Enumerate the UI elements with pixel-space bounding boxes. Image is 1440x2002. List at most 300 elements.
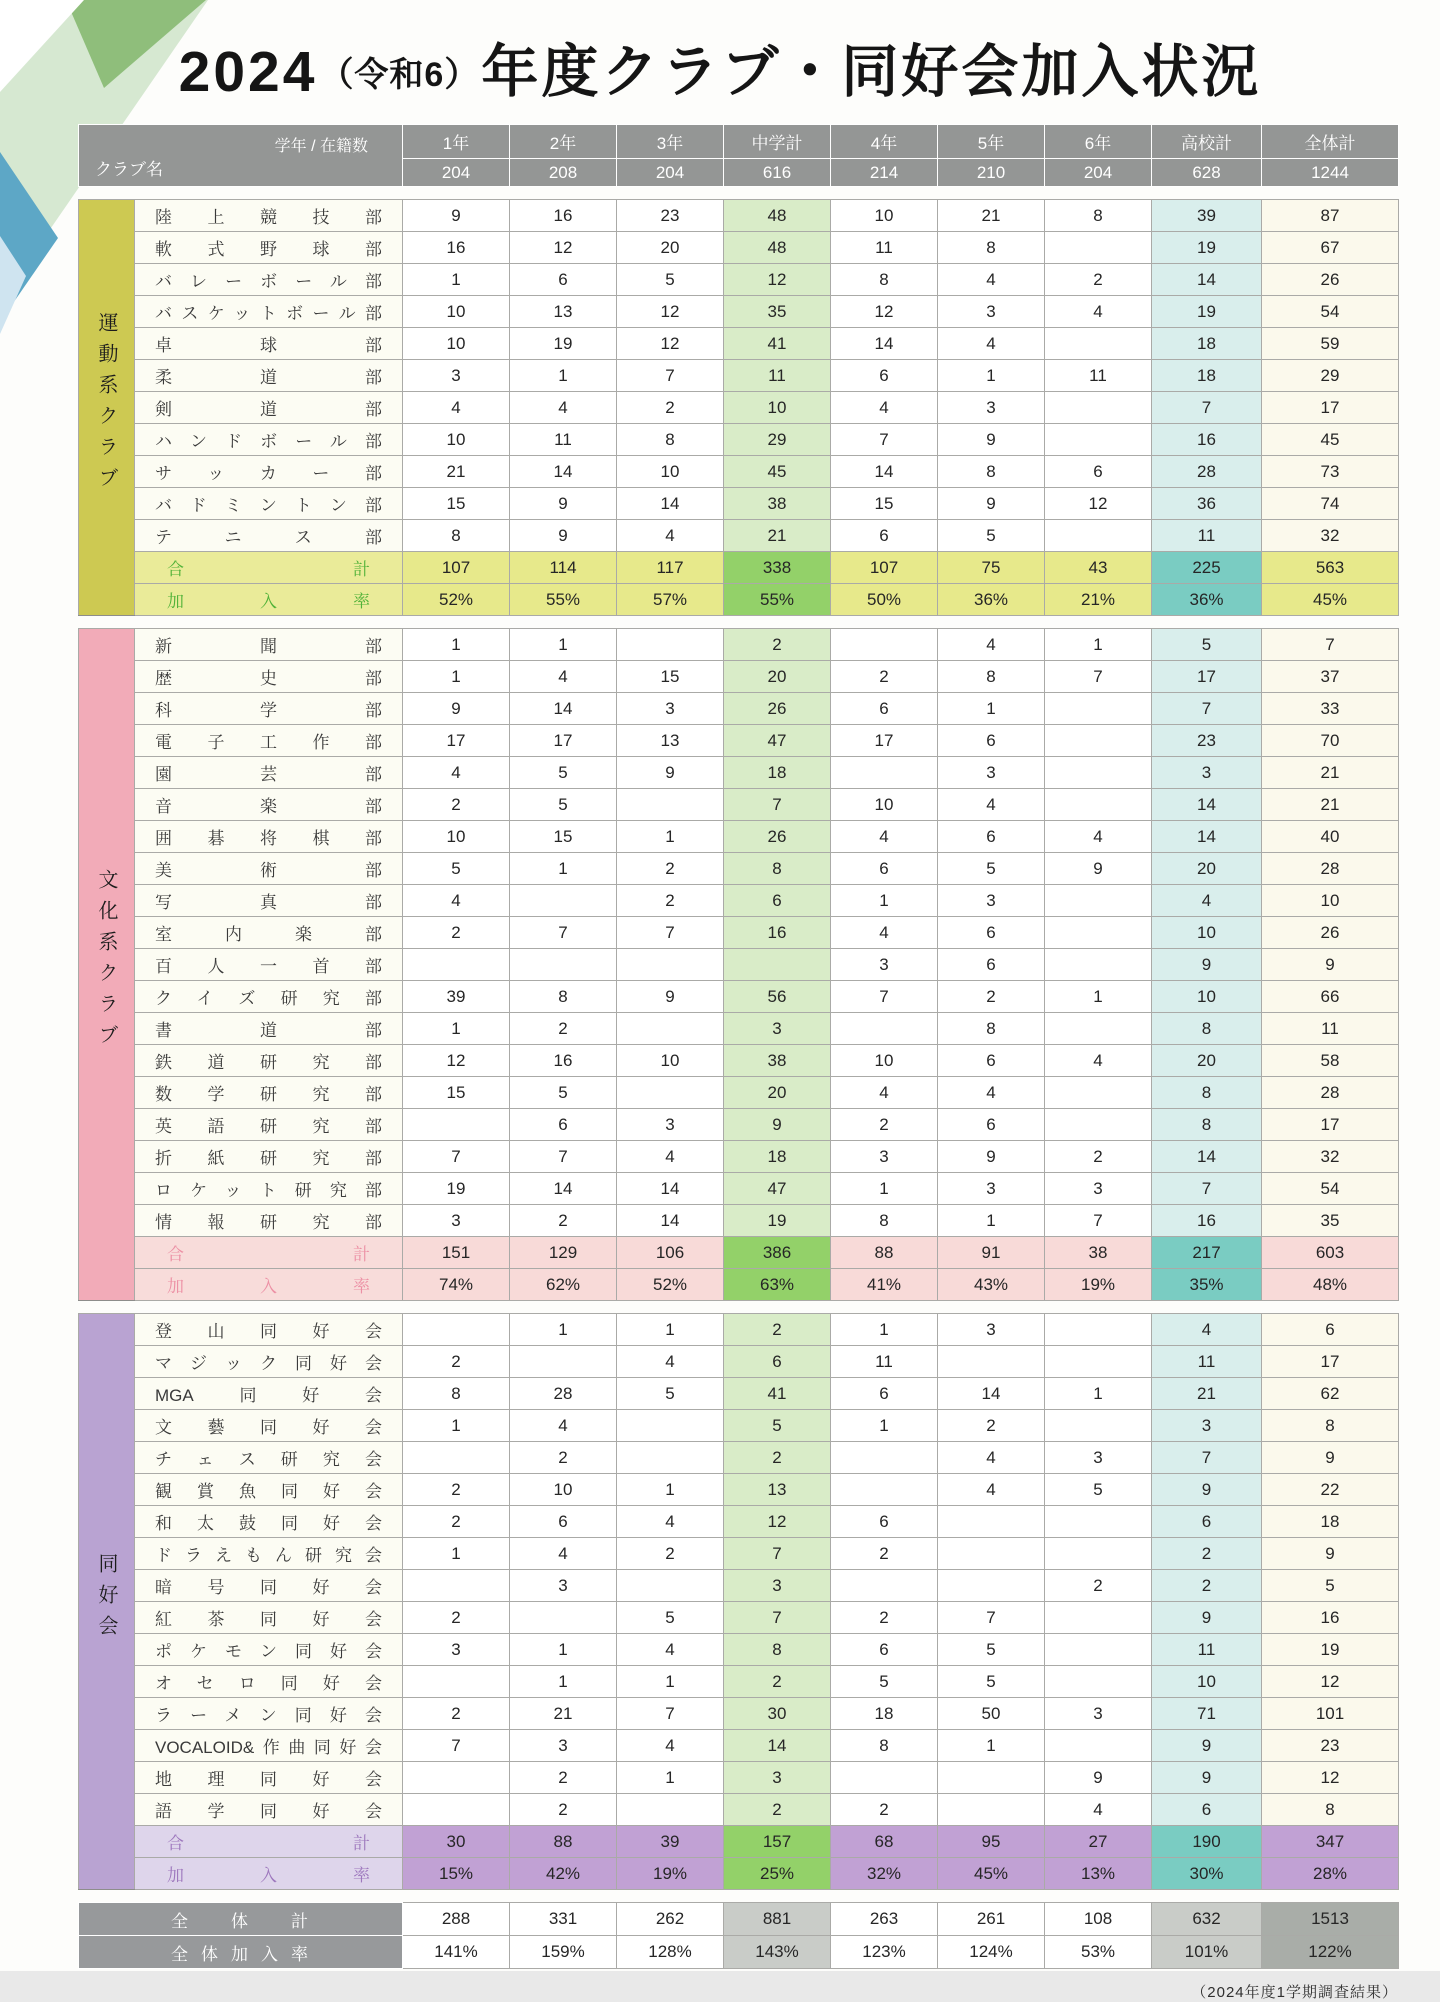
value-cell: 3 bbox=[938, 296, 1045, 328]
value-cell: 2 bbox=[724, 1666, 831, 1698]
value-cell: 1 bbox=[403, 1410, 510, 1442]
value-cell: 2 bbox=[1045, 264, 1152, 296]
value-cell: 14 bbox=[617, 1205, 724, 1237]
value-cell bbox=[1045, 1346, 1152, 1378]
value-cell: 16 bbox=[510, 200, 617, 232]
section-label: 文化系クラブ bbox=[95, 869, 117, 1055]
value-cell: 6 bbox=[831, 1506, 938, 1538]
value-cell: 19 bbox=[724, 1205, 831, 1237]
value-cell: 11 bbox=[724, 360, 831, 392]
value-cell: 38 bbox=[724, 488, 831, 520]
total-cell: 347 bbox=[1262, 1826, 1399, 1858]
header-row bbox=[79, 125, 1399, 159]
table-row bbox=[79, 693, 1399, 725]
overall-total-cell: 263 bbox=[831, 1903, 938, 1936]
club-name-cell: ポケモン同好会 bbox=[135, 1634, 403, 1666]
value-cell: 11 bbox=[1262, 1013, 1399, 1045]
value-cell: 20 bbox=[617, 232, 724, 264]
value-cell: 16 bbox=[1152, 424, 1262, 456]
value-cell: 8 bbox=[938, 232, 1045, 264]
total-cell: 107 bbox=[403, 552, 510, 584]
overall-total-cell: 881 bbox=[724, 1903, 831, 1936]
value-cell: 4 bbox=[938, 328, 1045, 360]
value-cell bbox=[1045, 1109, 1152, 1141]
value-cell: 9 bbox=[510, 520, 617, 552]
value-cell: 2 bbox=[510, 1794, 617, 1826]
club-name-cell: ラーメン同好会 bbox=[135, 1698, 403, 1730]
total-cell: 91 bbox=[938, 1237, 1045, 1269]
value-cell bbox=[1045, 789, 1152, 821]
value-cell: 1 bbox=[617, 821, 724, 853]
table-row bbox=[79, 1173, 1399, 1205]
club-name-cell: バレーボール部 bbox=[135, 264, 403, 296]
value-cell bbox=[1045, 725, 1152, 757]
value-cell: 29 bbox=[724, 424, 831, 456]
value-cell: 11 bbox=[1152, 1634, 1262, 1666]
table-row bbox=[79, 392, 1399, 424]
value-cell: 5 bbox=[938, 1634, 1045, 1666]
value-cell: 7 bbox=[510, 1141, 617, 1173]
club-name-cell: 園芸部 bbox=[135, 757, 403, 789]
value-cell: 21 bbox=[938, 200, 1045, 232]
club-name-cell: バスケットボール部 bbox=[135, 296, 403, 328]
rate-cell: 28% bbox=[1262, 1858, 1399, 1890]
value-cell: 14 bbox=[1152, 789, 1262, 821]
value-cell: 1 bbox=[617, 1762, 724, 1794]
value-cell: 19 bbox=[510, 328, 617, 360]
overall-total-cell: 632 bbox=[1152, 1903, 1262, 1936]
value-cell bbox=[1045, 1666, 1152, 1698]
value-cell bbox=[831, 629, 938, 661]
value-cell: 2 bbox=[403, 1698, 510, 1730]
rate-cell: 25% bbox=[724, 1858, 831, 1890]
value-cell: 21 bbox=[1152, 1378, 1262, 1410]
value-cell: 18 bbox=[724, 1141, 831, 1173]
value-cell: 5 bbox=[617, 1378, 724, 1410]
table-row bbox=[79, 456, 1399, 488]
value-cell: 14 bbox=[510, 1173, 617, 1205]
club-name-cell: VOCALOID&作曲同好会 bbox=[135, 1730, 403, 1762]
value-cell bbox=[1045, 885, 1152, 917]
value-cell: 6 bbox=[938, 821, 1045, 853]
section-culture-table bbox=[78, 628, 1399, 1301]
value-cell: 3 bbox=[938, 392, 1045, 424]
value-cell: 47 bbox=[724, 725, 831, 757]
club-name-cell: 地理同好会 bbox=[135, 1762, 403, 1794]
total-row bbox=[79, 1826, 1399, 1858]
value-cell: 7 bbox=[617, 917, 724, 949]
club-name-cell: マジック同好会 bbox=[135, 1346, 403, 1378]
overall-total-cell: 261 bbox=[938, 1903, 1045, 1936]
value-cell: 17 bbox=[403, 725, 510, 757]
rate-cell: 74% bbox=[403, 1269, 510, 1301]
title-era: （令和6） bbox=[319, 56, 480, 94]
value-cell: 2 bbox=[831, 1109, 938, 1141]
overall-rate-cell: 101% bbox=[1152, 1936, 1262, 1969]
grade-enrollment-header-label: 学年 / 在籍数 bbox=[274, 138, 368, 155]
value-cell: 3 bbox=[724, 1762, 831, 1794]
enrollment-cell: 210 bbox=[938, 159, 1045, 187]
value-cell: 6 bbox=[1262, 1314, 1399, 1346]
value-cell: 29 bbox=[1262, 360, 1399, 392]
overall-total-cell: 331 bbox=[510, 1903, 617, 1936]
overall-total-cell: 288 bbox=[403, 1903, 510, 1936]
club-name-cell: ロケット研究部 bbox=[135, 1173, 403, 1205]
value-cell: 7 bbox=[831, 424, 938, 456]
value-cell: 11 bbox=[1045, 360, 1152, 392]
table-row bbox=[79, 296, 1399, 328]
value-cell: 2 bbox=[617, 392, 724, 424]
value-cell bbox=[1045, 1506, 1152, 1538]
value-cell: 18 bbox=[1152, 328, 1262, 360]
value-cell bbox=[617, 789, 724, 821]
value-cell: 9 bbox=[938, 424, 1045, 456]
value-cell: 1 bbox=[1045, 1378, 1152, 1410]
overall-rate-cell: 128% bbox=[617, 1936, 724, 1969]
value-cell: 4 bbox=[510, 1410, 617, 1442]
value-cell: 4 bbox=[617, 1506, 724, 1538]
value-cell bbox=[1045, 1602, 1152, 1634]
value-cell: 4 bbox=[831, 917, 938, 949]
table-row bbox=[79, 1506, 1399, 1538]
value-cell: 14 bbox=[617, 488, 724, 520]
value-cell: 4 bbox=[938, 789, 1045, 821]
value-cell: 4 bbox=[510, 661, 617, 693]
club-name-cell: 英語研究部 bbox=[135, 1109, 403, 1141]
value-cell: 101 bbox=[1262, 1698, 1399, 1730]
enrollment-cell: 214 bbox=[831, 159, 938, 187]
value-cell: 2 bbox=[403, 1474, 510, 1506]
club-name-cell: 和太鼓同好会 bbox=[135, 1506, 403, 1538]
value-cell: 14 bbox=[1152, 1141, 1262, 1173]
value-cell: 11 bbox=[1152, 520, 1262, 552]
club-membership-table bbox=[0, 124, 1440, 1969]
table-row bbox=[79, 1666, 1399, 1698]
value-cell: 18 bbox=[1152, 360, 1262, 392]
value-cell: 6 bbox=[510, 1506, 617, 1538]
value-cell: 3 bbox=[831, 949, 938, 981]
value-cell bbox=[403, 1442, 510, 1474]
value-cell: 8 bbox=[831, 1205, 938, 1237]
value-cell: 7 bbox=[1152, 392, 1262, 424]
rate-cell: 48% bbox=[1262, 1269, 1399, 1301]
value-cell: 4 bbox=[938, 1442, 1045, 1474]
value-cell: 14 bbox=[1152, 264, 1262, 296]
value-cell: 28 bbox=[1262, 1077, 1399, 1109]
rate-row bbox=[79, 584, 1399, 616]
value-cell: 15 bbox=[831, 488, 938, 520]
table-row bbox=[79, 1109, 1399, 1141]
value-cell: 8 bbox=[1262, 1410, 1399, 1442]
table-row bbox=[79, 1077, 1399, 1109]
rate-cell: 13% bbox=[1045, 1858, 1152, 1890]
club-name-cell: 囲碁将棋部 bbox=[135, 821, 403, 853]
value-cell: 66 bbox=[1262, 981, 1399, 1013]
value-cell: 7 bbox=[1045, 661, 1152, 693]
value-cell: 9 bbox=[1152, 949, 1262, 981]
value-cell: 16 bbox=[403, 232, 510, 264]
value-cell: 4 bbox=[938, 1077, 1045, 1109]
column-header: 3年 bbox=[617, 125, 724, 159]
header-corner-cell bbox=[79, 125, 403, 187]
value-cell: 2 bbox=[1045, 1570, 1152, 1602]
overall-rate-cell: 143% bbox=[724, 1936, 831, 1969]
value-cell: 9 bbox=[1262, 1538, 1399, 1570]
club-name-cell: 情報研究部 bbox=[135, 1205, 403, 1237]
total-cell: 603 bbox=[1262, 1237, 1399, 1269]
value-cell: 12 bbox=[1045, 488, 1152, 520]
club-name-cell: 数学研究部 bbox=[135, 1077, 403, 1109]
table-row bbox=[79, 264, 1399, 296]
value-cell: 6 bbox=[1152, 1794, 1262, 1826]
value-cell: 8 bbox=[1152, 1077, 1262, 1109]
value-cell: 2 bbox=[1152, 1570, 1262, 1602]
section-label: 同好会 bbox=[95, 1552, 117, 1646]
value-cell: 16 bbox=[510, 1045, 617, 1077]
table-row bbox=[79, 981, 1399, 1013]
rate-row bbox=[79, 1269, 1399, 1301]
value-cell: 12 bbox=[724, 1506, 831, 1538]
value-cell: 6 bbox=[938, 949, 1045, 981]
value-cell bbox=[1045, 328, 1152, 360]
value-cell: 2 bbox=[617, 885, 724, 917]
value-cell: 5 bbox=[724, 1410, 831, 1442]
value-cell: 2 bbox=[403, 1602, 510, 1634]
value-cell: 10 bbox=[831, 1045, 938, 1077]
value-cell: 6 bbox=[724, 1346, 831, 1378]
value-cell: 15 bbox=[510, 821, 617, 853]
value-cell: 6 bbox=[938, 1045, 1045, 1077]
value-cell: 26 bbox=[1262, 264, 1399, 296]
table-row bbox=[79, 1378, 1399, 1410]
rate-cell: 36% bbox=[1152, 584, 1262, 616]
value-cell: 4 bbox=[831, 821, 938, 853]
value-cell bbox=[1045, 1730, 1152, 1762]
club-name-header-label: クラブ名 bbox=[95, 160, 163, 179]
value-cell: 4 bbox=[831, 392, 938, 424]
value-cell: 8 bbox=[510, 981, 617, 1013]
table-row bbox=[79, 725, 1399, 757]
value-cell: 6 bbox=[510, 1109, 617, 1141]
value-cell: 21 bbox=[403, 456, 510, 488]
table-row bbox=[79, 1013, 1399, 1045]
table-row bbox=[79, 1730, 1399, 1762]
value-cell bbox=[1045, 232, 1152, 264]
value-cell: 10 bbox=[403, 424, 510, 456]
value-cell: 19 bbox=[403, 1173, 510, 1205]
value-cell bbox=[403, 1666, 510, 1698]
value-cell: 3 bbox=[724, 1013, 831, 1045]
club-name-cell: 軟式野球部 bbox=[135, 232, 403, 264]
value-cell bbox=[510, 949, 617, 981]
value-cell: 2 bbox=[1152, 1538, 1262, 1570]
value-cell: 4 bbox=[1152, 885, 1262, 917]
value-cell: 2 bbox=[724, 1442, 831, 1474]
total-cell: 88 bbox=[510, 1826, 617, 1858]
value-cell: 32 bbox=[1262, 1141, 1399, 1173]
table-row bbox=[79, 917, 1399, 949]
overall-table bbox=[78, 1902, 1399, 1969]
value-cell bbox=[403, 1109, 510, 1141]
value-cell: 8 bbox=[831, 1730, 938, 1762]
value-cell bbox=[1045, 1410, 1152, 1442]
value-cell: 2 bbox=[938, 1410, 1045, 1442]
table-row bbox=[79, 1794, 1399, 1826]
value-cell: 17 bbox=[1262, 1346, 1399, 1378]
value-cell: 6 bbox=[831, 693, 938, 725]
rate-cell: 41% bbox=[831, 1269, 938, 1301]
total-cell: 338 bbox=[724, 552, 831, 584]
value-cell: 8 bbox=[724, 853, 831, 885]
value-cell: 14 bbox=[1152, 821, 1262, 853]
club-name-cell: ドラえもん研究会 bbox=[135, 1538, 403, 1570]
value-cell bbox=[1045, 1013, 1152, 1045]
club-name-cell: MGA同好会 bbox=[135, 1378, 403, 1410]
value-cell: 12 bbox=[1262, 1666, 1399, 1698]
value-cell: 35 bbox=[1262, 1205, 1399, 1237]
table-row bbox=[79, 1762, 1399, 1794]
value-cell: 3 bbox=[938, 1314, 1045, 1346]
value-cell: 9 bbox=[724, 1109, 831, 1141]
total-cell: 43 bbox=[1045, 552, 1152, 584]
value-cell: 10 bbox=[403, 328, 510, 360]
value-cell: 19 bbox=[1262, 1634, 1399, 1666]
value-cell: 62 bbox=[1262, 1378, 1399, 1410]
value-cell: 4 bbox=[403, 885, 510, 917]
table-row bbox=[79, 949, 1399, 981]
value-cell: 7 bbox=[724, 1602, 831, 1634]
value-cell: 3 bbox=[617, 1109, 724, 1141]
value-cell bbox=[1045, 1314, 1152, 1346]
value-cell: 41 bbox=[724, 328, 831, 360]
total-cell: 129 bbox=[510, 1237, 617, 1269]
table-row bbox=[79, 520, 1399, 552]
overall-rate-row bbox=[79, 1936, 1399, 1969]
value-cell: 1 bbox=[403, 264, 510, 296]
table-row bbox=[79, 789, 1399, 821]
club-name-cell: バドミントン部 bbox=[135, 488, 403, 520]
table-row bbox=[79, 328, 1399, 360]
rate-cell: 52% bbox=[617, 1269, 724, 1301]
value-cell: 9 bbox=[1262, 949, 1399, 981]
value-cell: 14 bbox=[938, 1378, 1045, 1410]
value-cell: 6 bbox=[1045, 456, 1152, 488]
value-cell: 15 bbox=[403, 1077, 510, 1109]
value-cell bbox=[831, 1442, 938, 1474]
value-cell: 21 bbox=[724, 520, 831, 552]
value-cell: 7 bbox=[403, 1730, 510, 1762]
value-cell: 37 bbox=[1262, 661, 1399, 693]
club-name-cell: 音楽部 bbox=[135, 789, 403, 821]
table-row bbox=[79, 821, 1399, 853]
column-header: 中学計 bbox=[724, 125, 831, 159]
value-cell: 1 bbox=[403, 1013, 510, 1045]
total-cell: 68 bbox=[831, 1826, 938, 1858]
overall-total-cell: 1513 bbox=[1262, 1903, 1399, 1936]
value-cell: 5 bbox=[1152, 629, 1262, 661]
value-cell: 12 bbox=[724, 264, 831, 296]
value-cell: 9 bbox=[1152, 1474, 1262, 1506]
value-cell bbox=[938, 1570, 1045, 1602]
value-cell: 3 bbox=[403, 360, 510, 392]
value-cell bbox=[1045, 1634, 1152, 1666]
value-cell: 54 bbox=[1262, 1173, 1399, 1205]
value-cell: 1 bbox=[938, 360, 1045, 392]
value-cell bbox=[403, 1570, 510, 1602]
rate-label: 加入率 bbox=[135, 1269, 403, 1301]
rate-cell: 52% bbox=[403, 584, 510, 616]
value-cell: 1 bbox=[617, 1474, 724, 1506]
value-cell: 4 bbox=[617, 1346, 724, 1378]
section-sports-table bbox=[78, 199, 1399, 616]
value-cell: 6 bbox=[938, 1109, 1045, 1141]
club-name-cell: 柔道部 bbox=[135, 360, 403, 392]
club-name-cell: 科学部 bbox=[135, 693, 403, 725]
value-cell: 8 bbox=[403, 1378, 510, 1410]
club-name-cell: 文藝同好会 bbox=[135, 1410, 403, 1442]
value-cell: 2 bbox=[831, 661, 938, 693]
value-cell: 7 bbox=[617, 1698, 724, 1730]
value-cell: 47 bbox=[724, 1173, 831, 1205]
value-cell: 6 bbox=[938, 917, 1045, 949]
value-cell: 36 bbox=[1152, 488, 1262, 520]
column-header: 4年 bbox=[831, 125, 938, 159]
overall-rate-cell: 124% bbox=[938, 1936, 1045, 1969]
value-cell: 6 bbox=[724, 885, 831, 917]
value-cell: 13 bbox=[510, 296, 617, 328]
value-cell: 21 bbox=[1262, 757, 1399, 789]
value-cell: 2 bbox=[403, 789, 510, 821]
table-row bbox=[79, 757, 1399, 789]
value-cell: 7 bbox=[617, 360, 724, 392]
table-row bbox=[79, 1474, 1399, 1506]
value-cell bbox=[938, 1538, 1045, 1570]
value-cell: 10 bbox=[617, 1045, 724, 1077]
value-cell: 39 bbox=[1152, 200, 1262, 232]
value-cell: 3 bbox=[938, 885, 1045, 917]
club-name-cell: 陸上競技部 bbox=[135, 200, 403, 232]
value-cell: 18 bbox=[1262, 1506, 1399, 1538]
value-cell: 4 bbox=[403, 757, 510, 789]
value-cell: 4 bbox=[938, 264, 1045, 296]
value-cell: 4 bbox=[510, 1538, 617, 1570]
value-cell: 6 bbox=[831, 1634, 938, 1666]
value-cell: 3 bbox=[617, 693, 724, 725]
value-cell: 6 bbox=[1152, 1506, 1262, 1538]
value-cell bbox=[1045, 917, 1152, 949]
value-cell: 9 bbox=[510, 488, 617, 520]
value-cell: 5 bbox=[1045, 1474, 1152, 1506]
club-name-cell: 写真部 bbox=[135, 885, 403, 917]
value-cell: 1 bbox=[403, 629, 510, 661]
value-cell: 3 bbox=[1152, 1410, 1262, 1442]
value-cell: 16 bbox=[724, 917, 831, 949]
value-cell: 7 bbox=[724, 1538, 831, 1570]
overall-rate-cell: 53% bbox=[1045, 1936, 1152, 1969]
value-cell bbox=[617, 1013, 724, 1045]
value-cell: 17 bbox=[1262, 1109, 1399, 1141]
rate-cell: 55% bbox=[724, 584, 831, 616]
club-name-cell: 観賞魚同好会 bbox=[135, 1474, 403, 1506]
value-cell: 39 bbox=[403, 981, 510, 1013]
rate-cell: 19% bbox=[617, 1858, 724, 1890]
footnote: （2024年度1学期調査結果） bbox=[1191, 1984, 1398, 2001]
table-row bbox=[79, 1634, 1399, 1666]
value-cell bbox=[938, 1506, 1045, 1538]
value-cell: 48 bbox=[724, 232, 831, 264]
overall-rate-cell: 141% bbox=[403, 1936, 510, 1969]
rate-label: 加入率 bbox=[135, 1858, 403, 1890]
